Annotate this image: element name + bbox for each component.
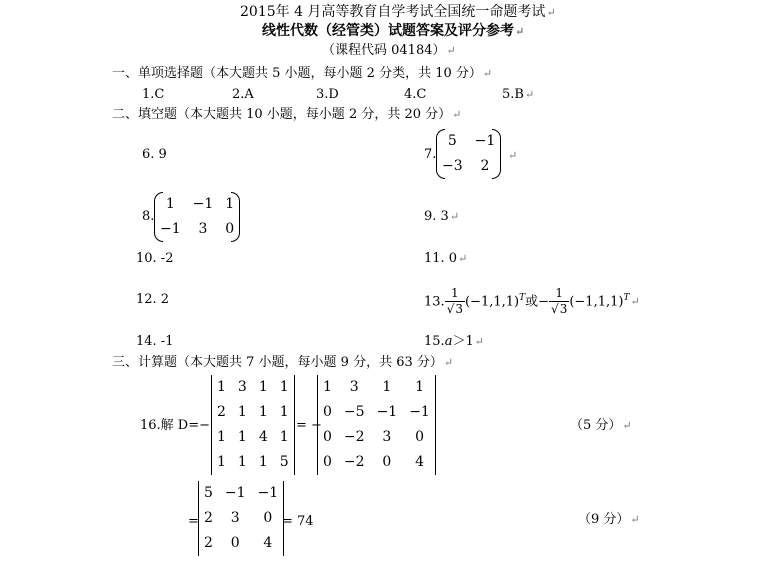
determinant-2: 1 3 1 1 0 −5 −1 −1 0 −2 3 0 0 −2 0 4 bbox=[317, 375, 436, 475]
q16-label: 16.解 D=− bbox=[140, 418, 211, 433]
section1-heading: 一、单项选择题（本大题共 5 小题，每小题 2 分类，共 10 分）↵ bbox=[112, 66, 493, 81]
answer-5: 5.B↵ bbox=[502, 87, 535, 102]
determinant-result: = 74 bbox=[282, 514, 314, 529]
answer-11: 11. 0↵ bbox=[424, 251, 468, 266]
answer-15: 15.a＞1↵ bbox=[424, 334, 484, 349]
section2-heading: 二、填空题（本大题共 10 小题，每小题 2 分，共 20 分）↵ bbox=[112, 107, 462, 122]
answer-9: 9. 3↵ bbox=[424, 209, 460, 224]
answer-3: 3.D bbox=[316, 87, 339, 102]
exam-title: 2015年 4 月高等教育自学考试全国统一命题考试↵ bbox=[240, 4, 556, 20]
determinant-1: 1 3 1 1 2 1 1 1 1 1 4 1 1 1 1 5 bbox=[211, 375, 295, 475]
paper-subtitle: 线性代数（经管类）试题答案及评分参考↵ bbox=[262, 23, 525, 39]
answer-10: 10. -2 bbox=[136, 251, 174, 266]
answer-4: 4.C bbox=[404, 87, 427, 102]
equals-sign-2: = bbox=[188, 514, 199, 529]
course-code: （课程代码 04184）↵ bbox=[322, 43, 456, 58]
answer-12: 12. 2 bbox=[136, 292, 170, 307]
answer-1: 1.C bbox=[142, 87, 165, 102]
answer-8-label: 8. bbox=[142, 209, 155, 224]
answer-6: 6. 9 bbox=[142, 147, 167, 162]
answer-7-matrix: 5 −1 −3 2 bbox=[436, 129, 501, 179]
answer-13: 13. $\frac{1}{√3}$ $(-1,1,1)^T$或− $\frac{1}{√3}$ $(-1,1,1)^T↵$ bbox=[424, 286, 640, 317]
answer-7-label: 7. bbox=[424, 147, 437, 162]
answer-2: 2.A bbox=[232, 87, 254, 102]
determinant-3: 5 −1 −1 2 3 0 2 0 4 bbox=[198, 481, 284, 556]
score-9: （9 分）↵ bbox=[578, 512, 640, 527]
equals-sign-1: = − bbox=[296, 418, 322, 433]
answer-8-matrix: 1 −1 1 −1 3 0 bbox=[154, 192, 240, 242]
score-5: （5 分）↵ bbox=[570, 418, 632, 433]
answer-14: 14. -1 bbox=[136, 334, 174, 349]
section3-heading: 三、计算题（本大题共 7 小题，每小题 9 分，共 63 分）↵ bbox=[112, 355, 454, 370]
